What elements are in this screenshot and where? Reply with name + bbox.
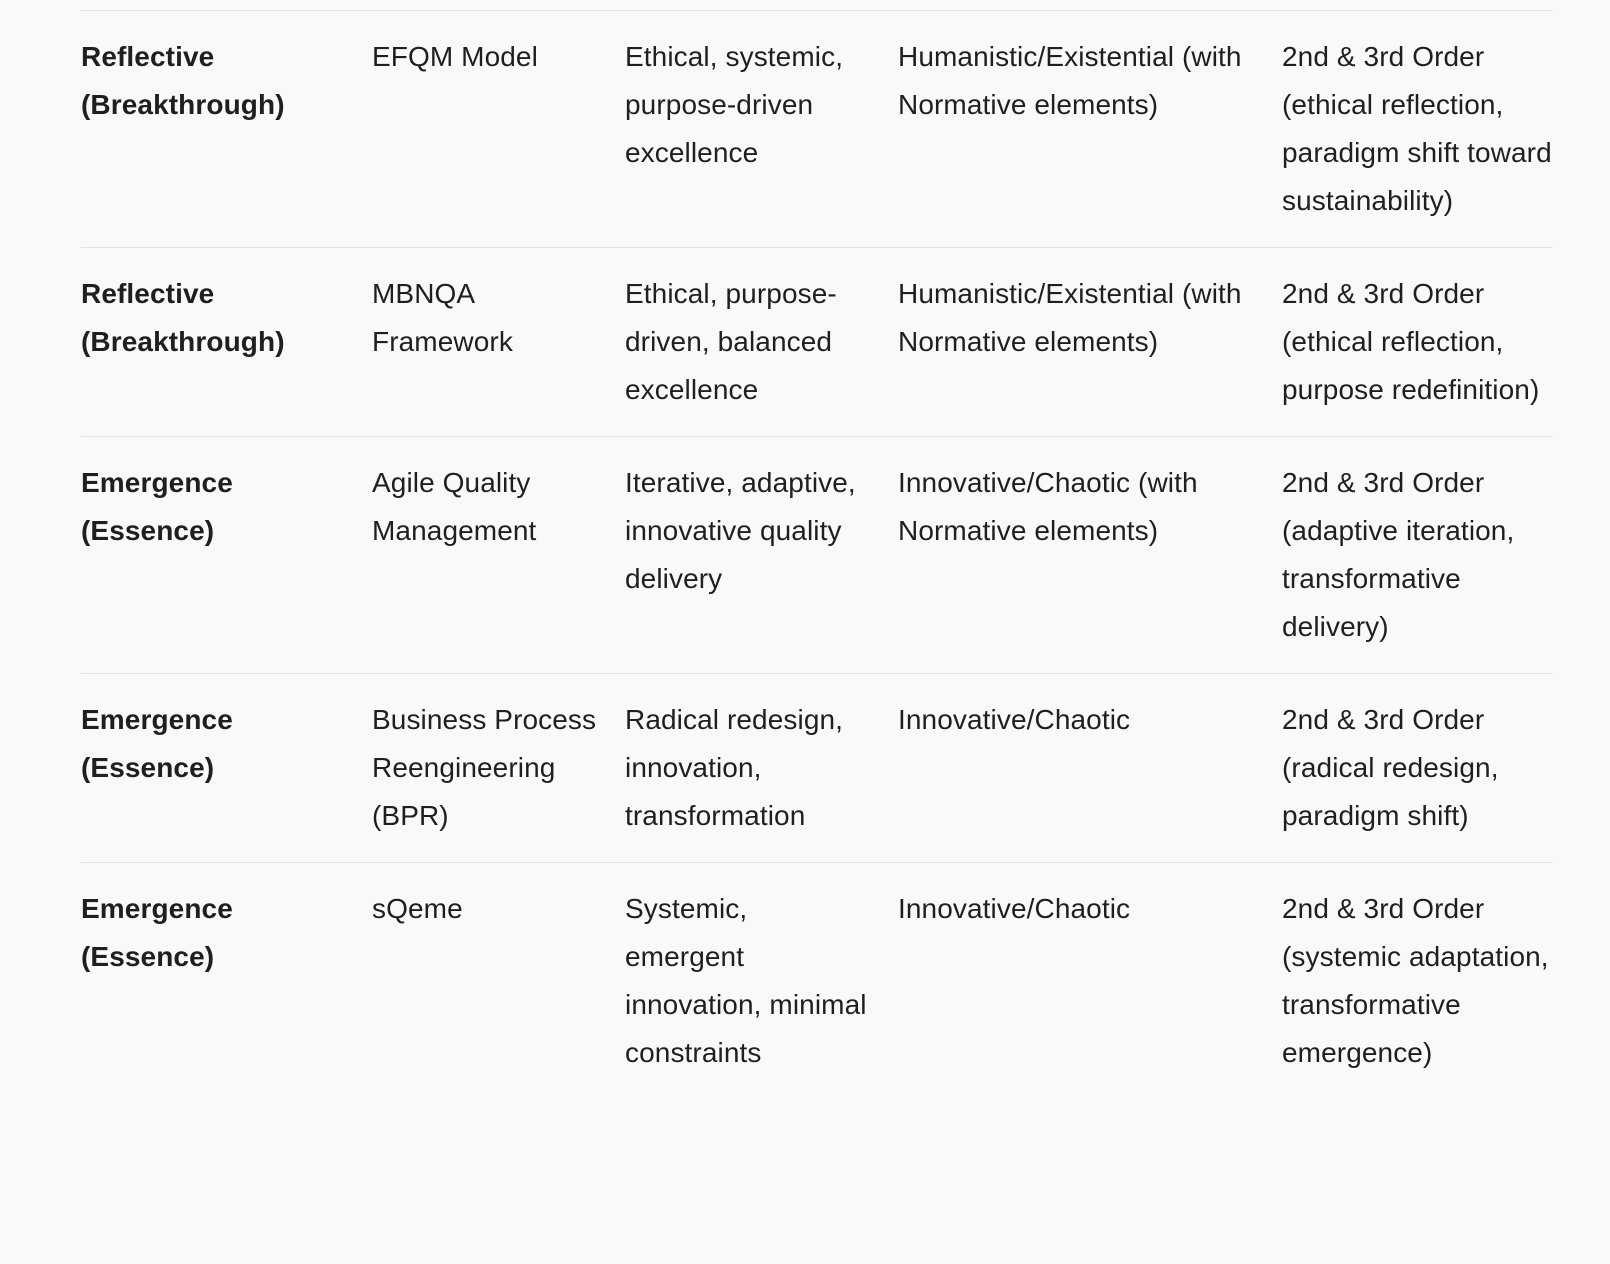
paradigm-cell: Innovative/Chaotic [898, 704, 1131, 735]
table-row [81, 863, 1553, 1100]
table-row [81, 248, 1553, 437]
order-cell: 2nd & 3rd Order (ethical reflection, purpose redefinition) [1282, 278, 1540, 405]
focus-cell: Radical redesign, innovation, transformation [625, 704, 844, 831]
stage-cell: Emergence (Essence) [81, 467, 233, 546]
focus-cell: Systemic, emergent innovation, minimal constraints [625, 893, 867, 1068]
framework-cell: MBNQA Framework [372, 278, 513, 357]
focus-cell: Ethical, purpose-driven, balanced excellence [625, 278, 837, 405]
table-row [81, 11, 1553, 248]
order-cell: 2nd & 3rd Order (systemic adaptation, transformative emergence) [1282, 893, 1549, 1068]
table-row [81, 437, 1553, 674]
order-cell: 2nd & 3rd Order (radical redesign, paradigm shift) [1282, 704, 1499, 831]
framework-cell: Business Process Reengineering (BPR) [372, 704, 597, 831]
paradigm-cell: Humanistic/Existential (with Normative elements) [898, 41, 1242, 120]
paradigm-cell: Innovative/Chaotic [898, 893, 1131, 924]
paradigm-cell: Innovative/Chaotic (with Normative elements) [898, 467, 1198, 546]
order-cell: 2nd & 3rd Order (adaptive iteration, transformative delivery) [1282, 467, 1515, 642]
quality-frameworks-table [81, 10, 1553, 1099]
stage-cell: Emergence (Essence) [81, 893, 233, 972]
framework-cell: Agile Quality Management [372, 467, 537, 546]
quality-frameworks-table-container [81, 10, 1553, 1099]
focus-cell: Iterative, adaptive, innovative quality delivery [625, 467, 856, 594]
stage-cell: Reflective (Breakthrough) [81, 41, 285, 120]
stage-cell: Emergence (Essence) [81, 704, 233, 783]
order-cell: 2nd & 3rd Order (ethical reflection, paradigm shift toward sustainability) [1282, 41, 1552, 216]
table-row [81, 674, 1553, 863]
paradigm-cell: Humanistic/Existential (with Normative elements) [898, 278, 1242, 357]
framework-cell: sQeme [372, 893, 463, 924]
focus-cell: Ethical, systemic, purpose-driven excellence [625, 41, 844, 168]
framework-cell: EFQM Model [372, 41, 538, 72]
stage-cell: Reflective (Breakthrough) [81, 278, 285, 357]
